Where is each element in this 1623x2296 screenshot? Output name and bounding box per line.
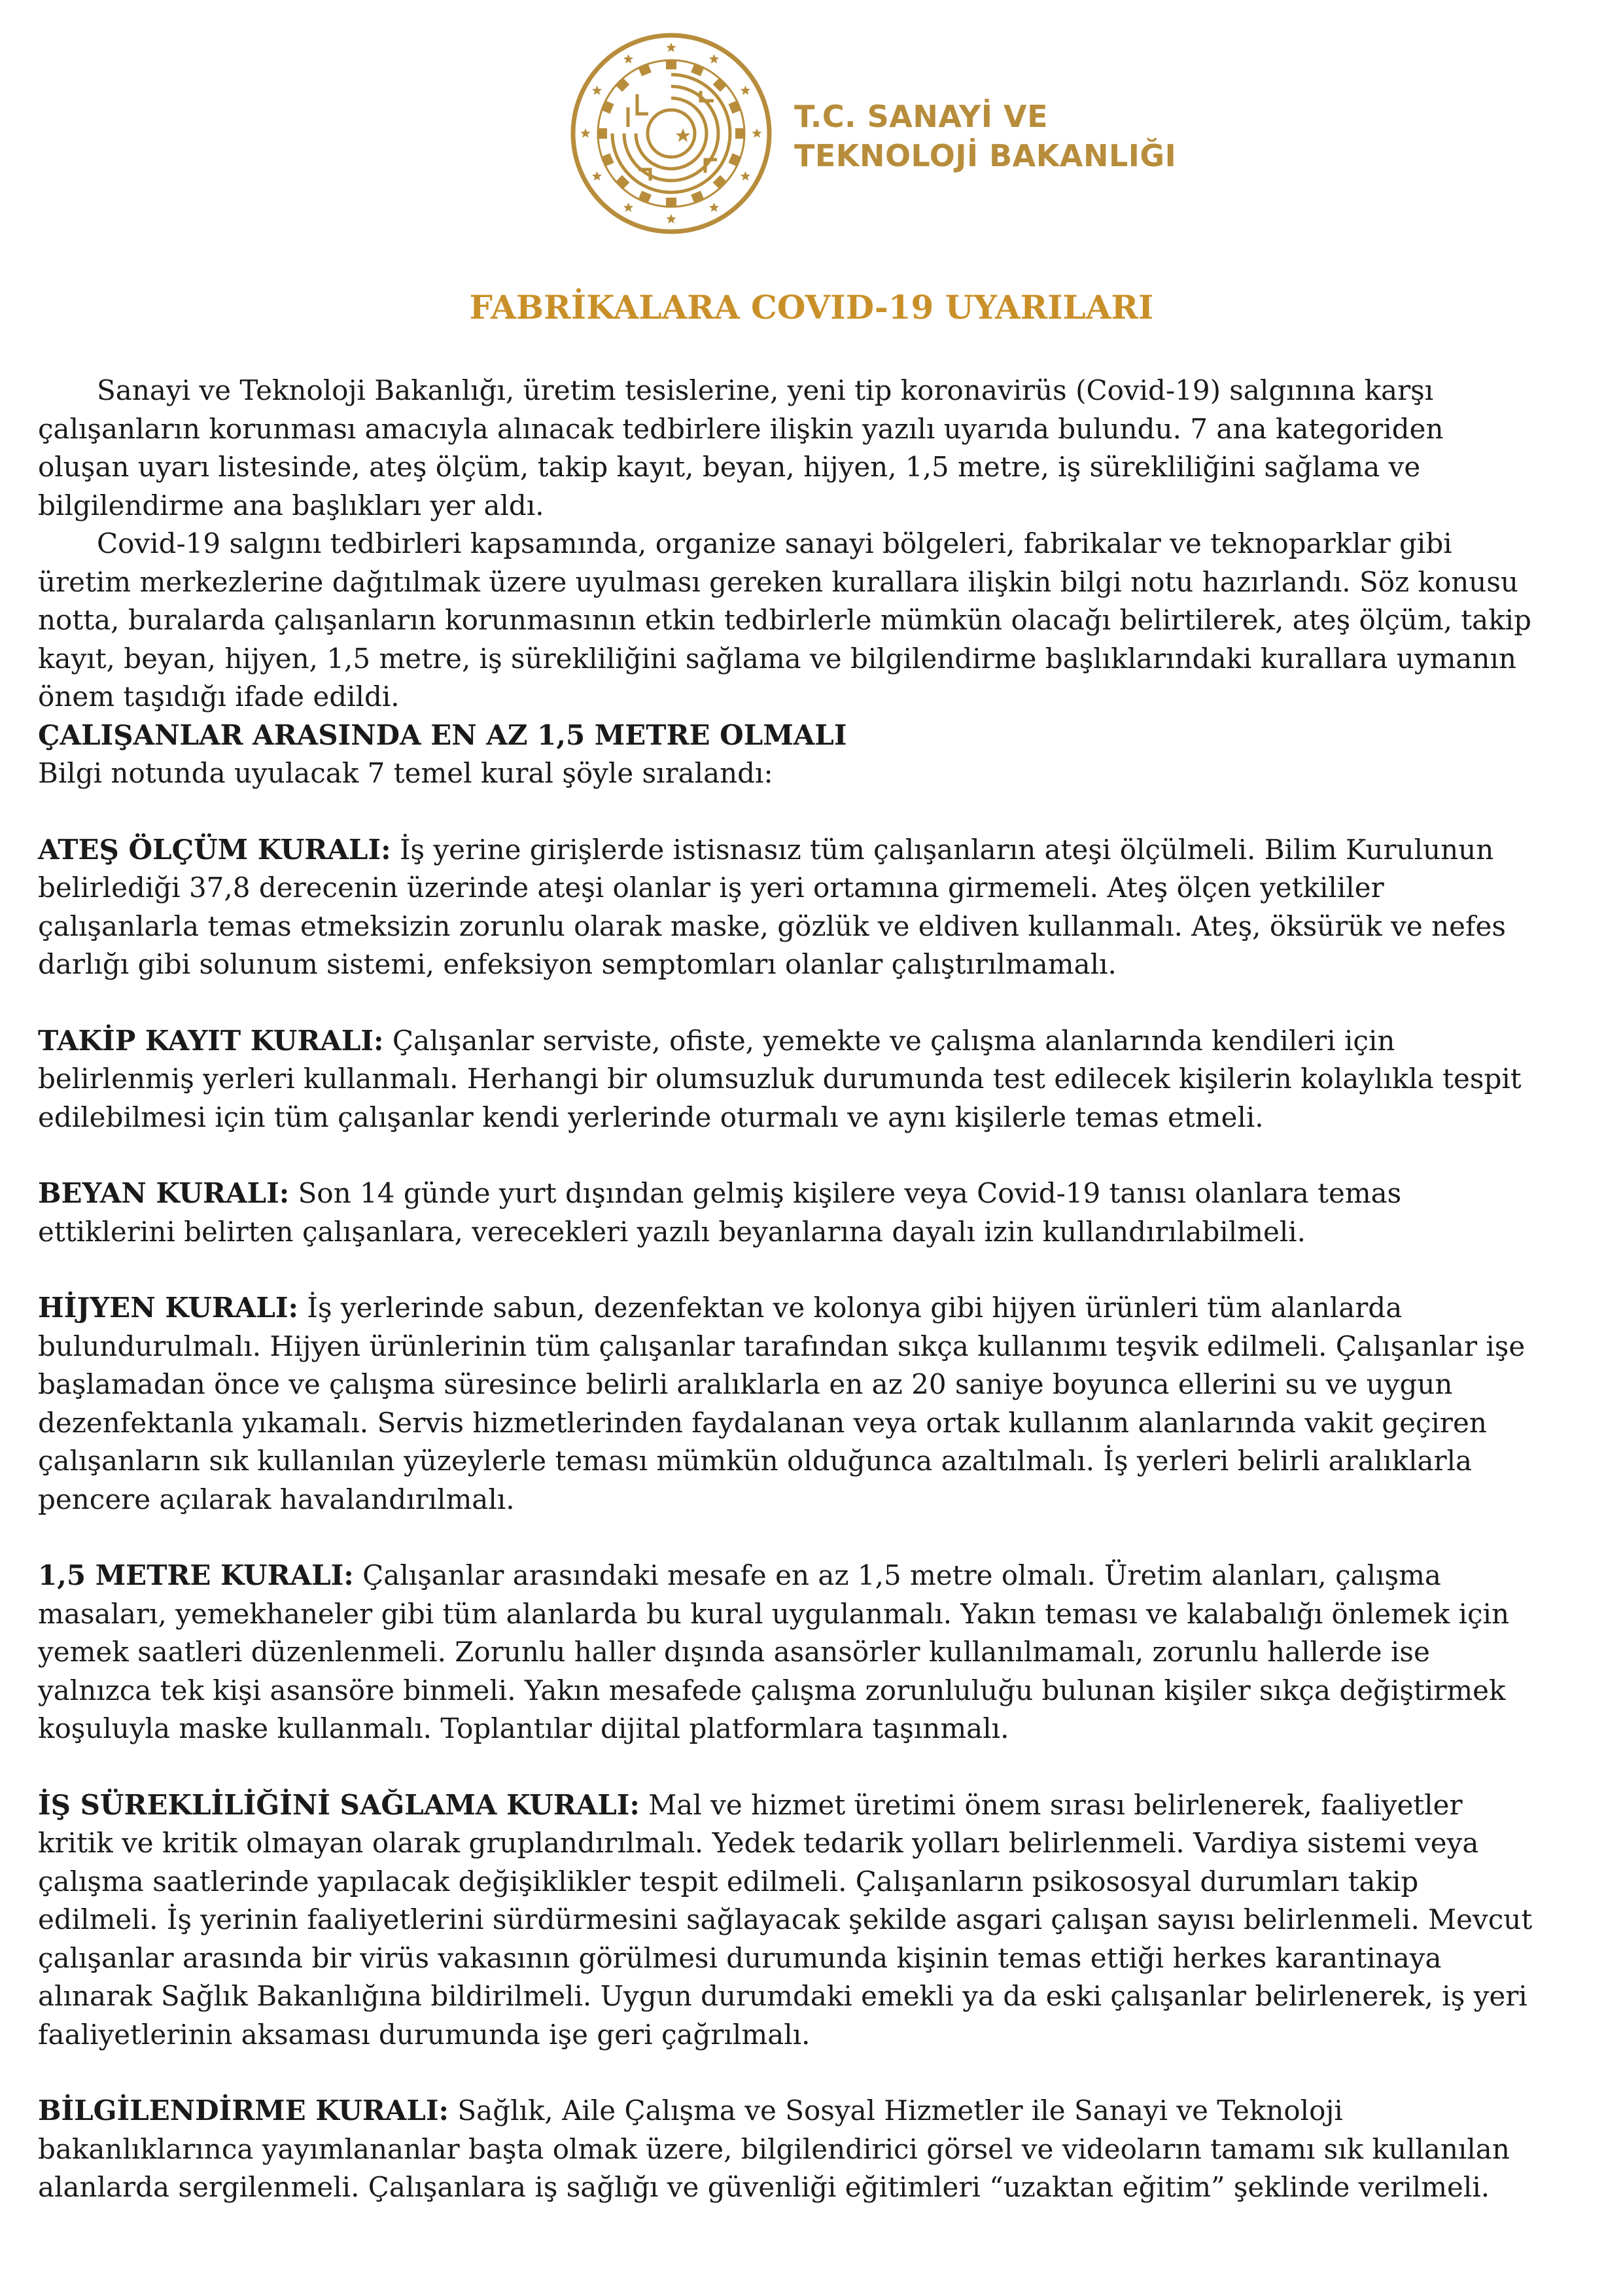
rule-distance: [38, 1557, 1536, 1748]
gear-tooth: [691, 63, 704, 76]
gear-tooth: [728, 153, 741, 166]
ministry-emblem-icon: [567, 29, 776, 238]
rule-declaration: [38, 1174, 1536, 1251]
gear-tooth: [691, 190, 704, 203]
star-icon: [752, 128, 761, 138]
rule-text: Mal ve hizmet üretimi önem sırası belirlenerek, faaliyetler kritik ve kritik olmayan olarak gruplandırılmalı. Yedek tedarik yolları belirlenmeli. Vardiya sistemi veya çalışma saatlerinde yapılacak değişiklikler tespit edilmeli. Çalışanların psikososyal durumları takip edilmeli. İş yerinin faaliyetlerini sürdürmesini sağlayacak şekilde asgari çalışan sayısı belirlenmeli. Mevcut çalışanlar arasında bir virüs vakasının görülmesi durumunda kişinin temas ettiği herkes karantinaya alınarak Sağlık Bakanlığına bildirilmeli. Uygun durumdaki emekli ya da eski çalışanlar belirlenerek, iş yeri faaliyetlerinin aksaması durumunda işe geri çağrılmalı.: [38, 1788, 1533, 2051]
rule-tracking-record: [38, 1022, 1536, 1137]
document-body: [38, 372, 1536, 2207]
gear-tooth: [728, 101, 741, 114]
star-icon: [666, 43, 676, 52]
section-lead: Bilgi notunda uyulacak 7 temel kural şöyle sıralandı:: [38, 757, 773, 789]
rule-fever-measurement: [38, 831, 1536, 984]
star-icon: [592, 171, 602, 181]
ministry-name-line1: T.C. SANAYİ VE: [794, 99, 1049, 134]
rule-label: BEYAN KURALI:: [38, 1177, 290, 1209]
gear-tooth: [735, 128, 744, 139]
star-icon: [709, 202, 719, 212]
ministry-name: [794, 97, 1176, 175]
ministry-name-line2: TEKNOLOJİ BAKANLIĞI: [794, 138, 1177, 173]
intro-paragraph-1: Sanayi ve Teknoloji Bakanlığı, üretim tesislerine, yeni tip koronavirüs (Covid-19) salgınına karşı çalışanların korunması amacıyla alınacak tedbirlere ilişkin yazılı uyarıda bulundu. 7 ana kategoriden oluşan uyarı listesinde, ateş ölçüm, takip kayıt, beyan, hijyen, 1,5 metre, iş sürekliliğini sağlama ve bilgilendirme ana başlıkları yer aldı.: [38, 374, 1444, 521]
rule-text: Çalışanlar serviste, ofiste, yemekte ve çalışma alanlarında kendileri için belirlenmiş yerleri kullanmalı. Herhangi bir olumsuzluk durumunda test edilecek kişilerin kolaylıkla tespit edilebilmesi için tüm çalışanlar kendi yerlerinde oturmalı ve aynı kişilerle temas etmeli.: [38, 1024, 1522, 1133]
gear-tooth: [598, 128, 607, 139]
rule-label: TAKİP KAYIT KURALI:: [38, 1024, 384, 1057]
gear-tooth: [666, 198, 676, 207]
page-title: FABRİKALARA COVID-19 UYARILARI: [469, 288, 1154, 327]
star-icon: [623, 202, 633, 212]
rule-information: [38, 2092, 1536, 2207]
gear-tooth: [666, 60, 676, 69]
ministry-logo: [567, 29, 1181, 238]
intro-paragraph-2: Covid-19 salgını tedbirleri kapsamında, organize sanayi bölgeleri, fabrikalar ve teknoparklar gibi üretim merkezlerine dağıtılmak üzere uyulması gereken kurallara ilişkin bilgi notu hazırlandı. Söz konusu notta, buralarda çalışanların korunmasının etkin tedbirlerle mümkün olacağı belirtilerek, ateş ölçüm, takip kayıt, beyan, hijyen, 1,5 metre, iş sürekliliğini sağlama ve bilgilendirme başlıklarındaki kurallara uymanın önem taşıdığı ifade edildi.: [38, 527, 1531, 713]
star-icon: [741, 171, 750, 181]
rule-label: HİJYEN KURALI:: [38, 1292, 299, 1324]
star-icon: [709, 54, 719, 63]
gear-tooth: [616, 78, 629, 92]
star-icon: [741, 86, 750, 96]
star-icon: [580, 128, 590, 138]
gear-tooth: [638, 190, 652, 203]
star-icon: [623, 54, 633, 63]
rule-text: Çalışanlar arasındaki mesafe en az 1,5 metre olmalı. Üretim alanları, çalışma masaları, yemekhaneler gibi tüm alanlarda bu kural uygulanmalı. Yakın teması ve kalabalığı önlemek için yemek saatleri düzenlenmeli. Zorunlu haller dışında asansörler kullanılmamalı, zorunlu hallerde ise yalnızca tek kişi asansöre binmeli. Yakın mesafede çalışma zorunluluğu bulunan kişiler sıkça değiştirmek koşuluyla maske kullanmalı. Toplantılar dijital platformlara taşınmalı.: [38, 1559, 1510, 1744]
gear-tooth: [638, 63, 652, 76]
section-heading: ÇALIŞANLAR ARASINDA EN AZ 1,5 METRE OLMALI: [38, 718, 847, 751]
rule-business-continuity: [38, 1786, 1536, 2055]
star-icon: [592, 86, 602, 96]
gear-tooth: [601, 153, 614, 166]
gear-tooth: [616, 175, 629, 189]
rule-text: İş yerlerinde sabun, dezenfektan ve kolonya gibi hijyen ürünleri tüm alanlarda bulundurulmalı. Hijyen ürünlerinin tüm çalışanlar tarafından sıkça kullanımı teşvik edilmeli. Çalışanlar işe başlamadan önce ve çalışma süresince belirli aralıklarla en az 20 saniye boyunca ellerini su ve uygun dezenfektanla yıkamalı. Servis hizmetlerinden faydalanan veya ortak kullanım alanlarında vakit geçiren çalışanların sık kullanılan yüzeylerle teması mümkün olduğunca azaltılmalı. İş yerleri belirli aralıklarla pencere açılarak havalandırılmalı.: [38, 1292, 1526, 1515]
rule-text: Sağlık, Aile Çalışma ve Sosyal Hizmetler ile Sanayi ve Teknoloji bakanlıklarınca yayımlananlar başta olmak üzere, bilgilendirici görsel ve videoların tamamı sık kullanılan alanlarda sergilenmeli. Çalışanlara iş sağlığı ve güvenliği eğitimleri “uzaktan eğitim” şeklinde verilmeli.: [38, 2094, 1510, 2203]
rule-text: İş yerine girişlerde istisnasız tüm çalışanların ateşi ölçülmeli. Bilim Kurulunun belirlediği 37,8 derecenin üzerinde ateşi olanlar iş yeri ortamına girmemeli. Ateş ölçen yetkililer çalışanlarla temas etmeksizin zorunlu olarak maske, gözlük ve eldiven kullanmalı. Ateş, öksürük ve nefes darlığı gibi solunum sistemi, enfeksiyon semptomları olanlar çalıştırılmamalı.: [38, 833, 1506, 980]
star-icon: [666, 214, 676, 224]
rule-label: İŞ SÜREKLİLİĞİNİ SAĞLAMA KURALI:: [38, 1788, 640, 1821]
rule-text: Son 14 günde yurt dışından gelmiş kişilere veya Covid-19 tanısı olanlara temas ettiklerini belirten çalışanlara, verecekleri yazılı beyanlarına dayalı izin kullandırılabilmeli.: [38, 1177, 1402, 1248]
gear-tooth: [713, 78, 727, 92]
rule-label: BİLGİLENDİRME KURALI:: [38, 2094, 449, 2127]
rule-label: 1,5 METRE KURALI:: [38, 1559, 354, 1591]
gear-tooth: [713, 175, 727, 189]
rule-hygiene: [38, 1289, 1536, 1519]
gear-tooth: [601, 101, 614, 114]
rule-label: ATEŞ ÖLÇÜM KURALI:: [38, 833, 391, 866]
